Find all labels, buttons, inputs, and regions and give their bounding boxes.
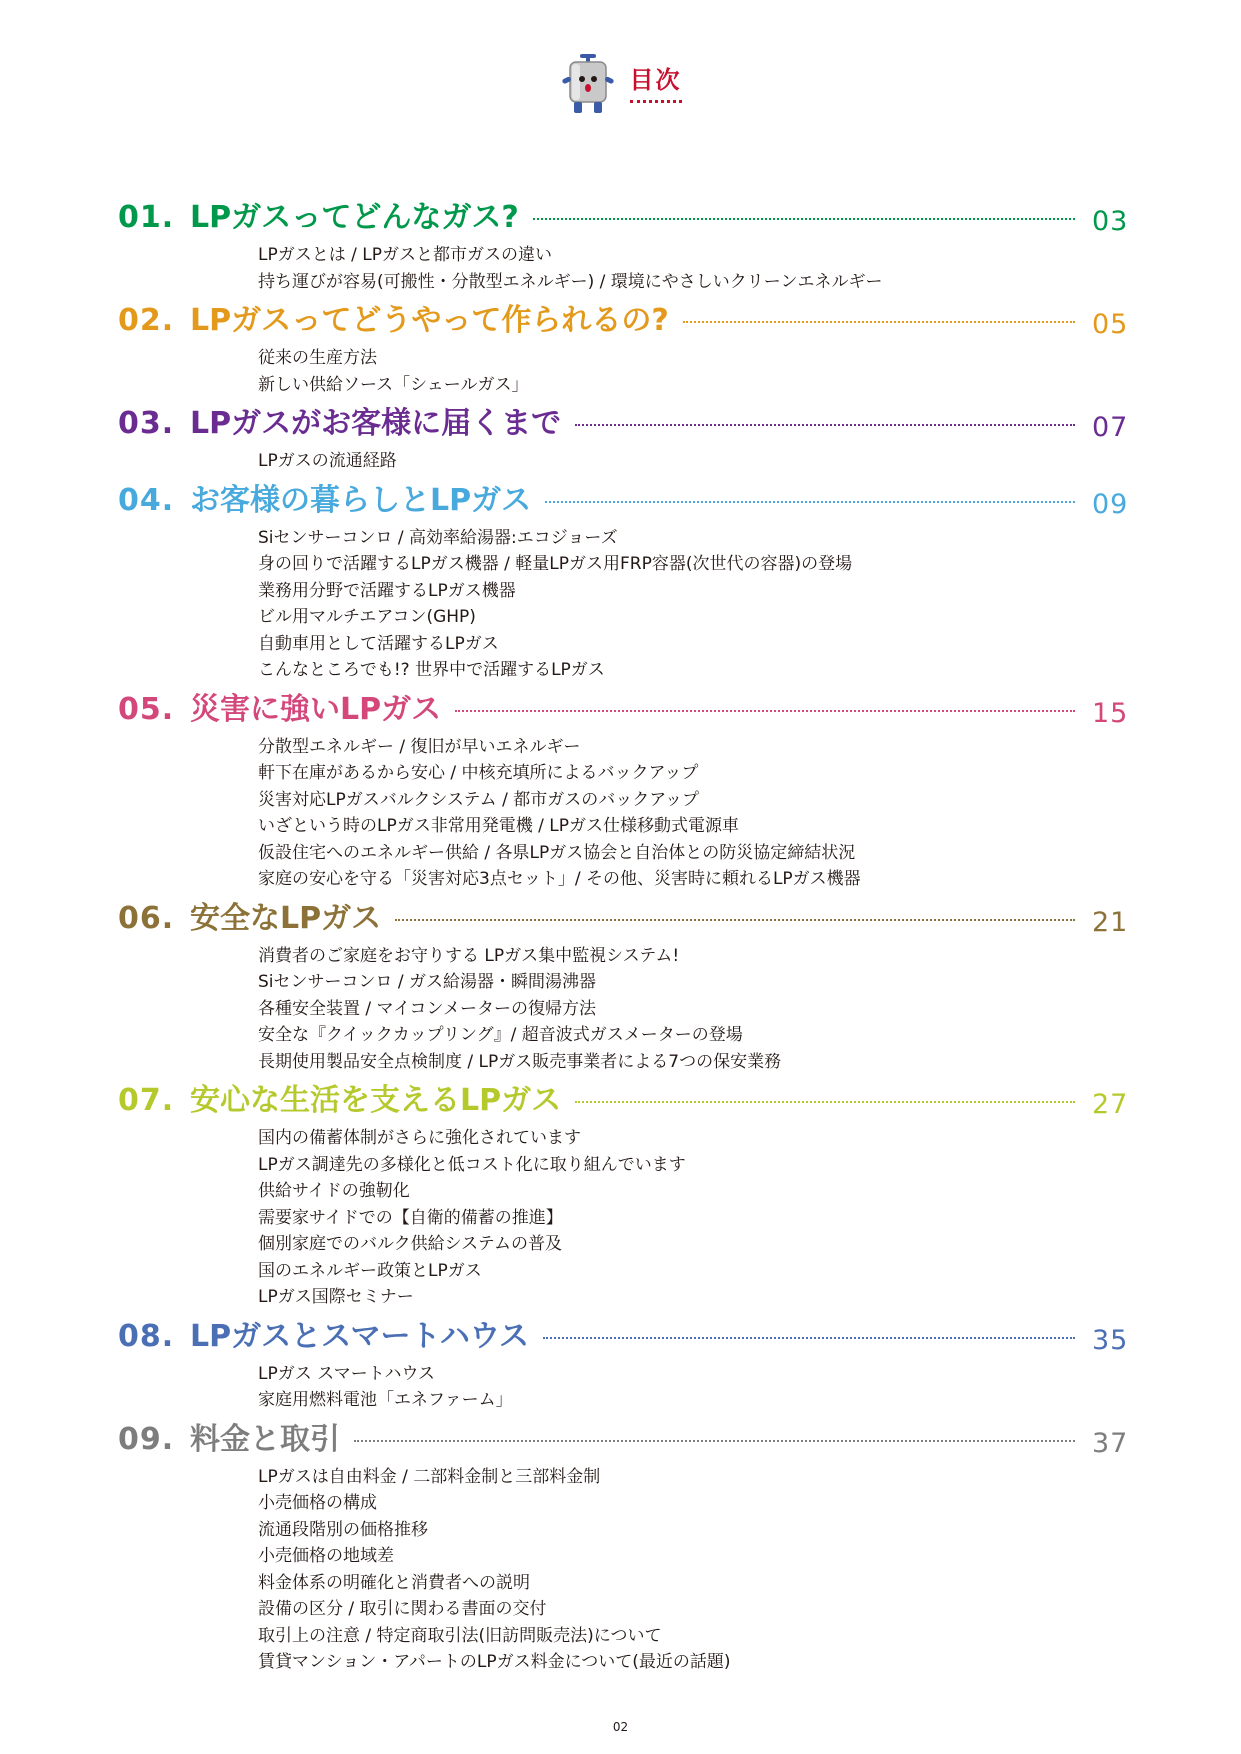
section-page-number: 05: [1092, 309, 1129, 340]
section-page-number: 09: [1092, 488, 1129, 520]
dot-leader: [683, 321, 1075, 323]
section-heading[interactable]: [0, 196, 1241, 240]
toc-item[interactable]: 国のエネルギー政策とLPガス: [258, 1260, 482, 1281]
section-items: [0, 446, 1241, 479]
toc-item[interactable]: 消費者のご家庭をお守りする LPガス集中監視システム!: [258, 945, 680, 966]
toc-section: [0, 1418, 1241, 1680]
dot-leader: [354, 1440, 1075, 1442]
toc-item[interactable]: 取引上の注意 / 特定商取引法(旧訪問販売法)について: [258, 1625, 662, 1646]
section-heading[interactable]: [0, 1315, 1241, 1359]
section-items: [0, 343, 1241, 402]
section-number: 03.: [118, 406, 175, 441]
toc-item[interactable]: 自動車用として活躍するLPガス: [258, 633, 499, 654]
dot-leader: [545, 501, 1075, 503]
toc-item[interactable]: 小売価格の構成: [258, 1493, 377, 1513]
section-items: [0, 1359, 1241, 1418]
toc-section: [0, 299, 1241, 402]
toc-item[interactable]: 賃貸マンション・アパートのLPガス料金について(最近の話題): [258, 1652, 731, 1672]
section-number: 06.: [118, 900, 175, 936]
toc-item[interactable]: LPガス スマートハウス: [258, 1363, 435, 1384]
toc-item[interactable]: 持ち運びが容易(可搬性・分散型エネルギー) / 環境にやさしいクリーンエネルギー: [258, 271, 883, 292]
dot-leader: [543, 1337, 1075, 1339]
section-heading[interactable]: [0, 402, 1241, 446]
toc-section: [0, 479, 1241, 688]
section-page-number: 07: [1092, 412, 1129, 443]
toc-section: [0, 1315, 1241, 1418]
toc-item[interactable]: LPガス国際セミナー: [258, 1287, 414, 1307]
section-title: 安心な生活を支えるLPガス: [190, 1083, 562, 1118]
toc-item[interactable]: 料金体系の明確化と消費者への説明: [258, 1572, 530, 1593]
section-heading[interactable]: [0, 299, 1241, 343]
title-underline: [630, 100, 682, 103]
toc-item[interactable]: 長期使用製品安全点検制度 / LPガス販売事業者による7つの保安業務: [258, 1051, 782, 1072]
toc-item[interactable]: 各種安全装置 / マイコンメーターの復帰方法: [258, 998, 597, 1019]
toc-header: [0, 54, 1241, 114]
dot-leader: [575, 424, 1075, 426]
toc-item[interactable]: 家庭用燃料電池「エネファーム」: [258, 1390, 513, 1410]
section-items: [0, 1123, 1241, 1315]
toc-item[interactable]: 災害対応LPガスバルクシステム / 都市ガスのバックアップ: [258, 789, 700, 810]
dot-leader: [575, 1101, 1075, 1103]
toc-section: [0, 688, 1241, 897]
toc-item[interactable]: 供給サイドの強靭化: [258, 1181, 410, 1201]
toc-item[interactable]: 身の回りで活躍するLPガス機器 / 軽量LPガス用FRP容器(次世代の容器)の登場: [258, 554, 853, 574]
section-items: [0, 732, 1241, 897]
section-number: 04.: [118, 482, 175, 518]
toc-item[interactable]: LPガスとは / LPガスと都市ガスの違い: [258, 245, 552, 265]
toc-section: [0, 897, 1241, 1080]
section-number: 09.: [118, 1421, 175, 1457]
toc-item[interactable]: 安全な『クイックカップリング』/ 超音波式ガスメーターの登場: [258, 1025, 743, 1045]
toc-item[interactable]: 仮設住宅へのエネルギー供給 / 各県LPガス協会と自治体との防災協定締結状況: [258, 842, 856, 863]
toc-item[interactable]: LPガスの流通経路: [258, 451, 397, 471]
page-number: 02: [612, 1720, 629, 1734]
section-page-number: 15: [1092, 697, 1129, 729]
lp-gas-cylinder-mascot-icon: [560, 54, 616, 114]
section-number: 02.: [118, 303, 175, 338]
toc-item[interactable]: Siセンサーコンロ / 高効率給湯器:エコジョーズ: [258, 527, 618, 548]
section-page-number: 37: [1092, 1427, 1129, 1459]
toc-item[interactable]: 業務用分野で活躍するLPガス機器: [258, 580, 516, 601]
toc-item[interactable]: 小売価格の地域差: [258, 1546, 394, 1566]
section-heading[interactable]: [0, 688, 1241, 732]
dot-leader: [455, 710, 1075, 712]
section-title: LPガスとスマートハウス: [190, 1318, 530, 1354]
toc-section: [0, 1079, 1241, 1315]
section-title: LPガスってどうやって作られるの?: [190, 303, 669, 338]
toc-item[interactable]: 従来の生産方法: [258, 348, 377, 368]
toc-item[interactable]: 国内の備蓄体制がさらに強化されています: [258, 1128, 581, 1148]
section-number: 05.: [118, 691, 175, 727]
toc-item[interactable]: LPガスは自由料金 / 二部料金制と三部料金制: [258, 1466, 601, 1487]
section-title: 料金と取引: [190, 1421, 340, 1457]
toc-item[interactable]: 需要家サイドでの【自衛的備蓄の推進】: [258, 1207, 563, 1228]
section-items: [0, 240, 1241, 299]
toc-item[interactable]: Siセンサーコンロ / ガス給湯器・瞬間湯沸器: [258, 972, 597, 992]
section-heading[interactable]: [0, 1079, 1241, 1123]
toc-item[interactable]: 新しい供給ソース「シェールガス」: [258, 374, 529, 395]
section-page-number: 21: [1092, 906, 1129, 938]
toc-item[interactable]: 個別家庭でのバルク供給システムの普及: [258, 1234, 562, 1254]
dot-leader: [395, 919, 1075, 921]
toc-item[interactable]: こんなところでも!? 世界中で活躍するLPガス: [258, 660, 605, 680]
section-number: 01.: [118, 200, 175, 235]
section-title: お客様の暮らしとLPガス: [190, 482, 532, 518]
toc-section: [0, 196, 1241, 299]
toc-item[interactable]: 分散型エネルギー / 復旧が早いエネルギー: [258, 736, 581, 757]
toc-item[interactable]: 家庭の安心を守る「災害対応3点セット」/ その他、災害時に頼れるLPガス機器: [258, 869, 861, 889]
toc-title: 目次: [629, 65, 682, 94]
section-title: 災害に強いLPガス: [190, 691, 442, 727]
section-title: LPガスってどんなガス?: [190, 200, 519, 235]
section-items: [0, 941, 1241, 1080]
section-heading[interactable]: [0, 1418, 1241, 1462]
section-title: 安全なLPガス: [190, 900, 382, 936]
toc-item[interactable]: 流通段階別の価格推移: [258, 1519, 428, 1540]
section-heading[interactable]: [0, 897, 1241, 941]
section-heading[interactable]: [0, 479, 1241, 523]
section-number: 07.: [118, 1083, 175, 1118]
section-page-number: 03: [1092, 206, 1129, 237]
section-items: [0, 523, 1241, 688]
section-page-number: 35: [1092, 1324, 1129, 1356]
toc-item[interactable]: 軒下在庫があるから安心 / 中核充填所によるバックアップ: [258, 763, 699, 783]
toc-item[interactable]: 設備の区分 / 取引に関わる書面の交付: [258, 1599, 547, 1619]
table-of-contents: [0, 196, 1241, 1680]
section-page-number: 27: [1092, 1089, 1129, 1120]
toc-section: [0, 402, 1241, 479]
section-number: 08.: [118, 1318, 175, 1354]
toc-item[interactable]: LPガス調達先の多様化と低コスト化に取り組んでいます: [258, 1154, 686, 1175]
section-items: [0, 1462, 1241, 1680]
toc-item[interactable]: ビル用マルチエアコン(GHP): [258, 607, 476, 627]
section-title: LPガスがお客様に届くまで: [190, 406, 562, 441]
toc-item[interactable]: いざという時のLPガス非常用発電機 / LPガス仕様移動式電源車: [258, 816, 739, 836]
dot-leader: [533, 218, 1075, 220]
